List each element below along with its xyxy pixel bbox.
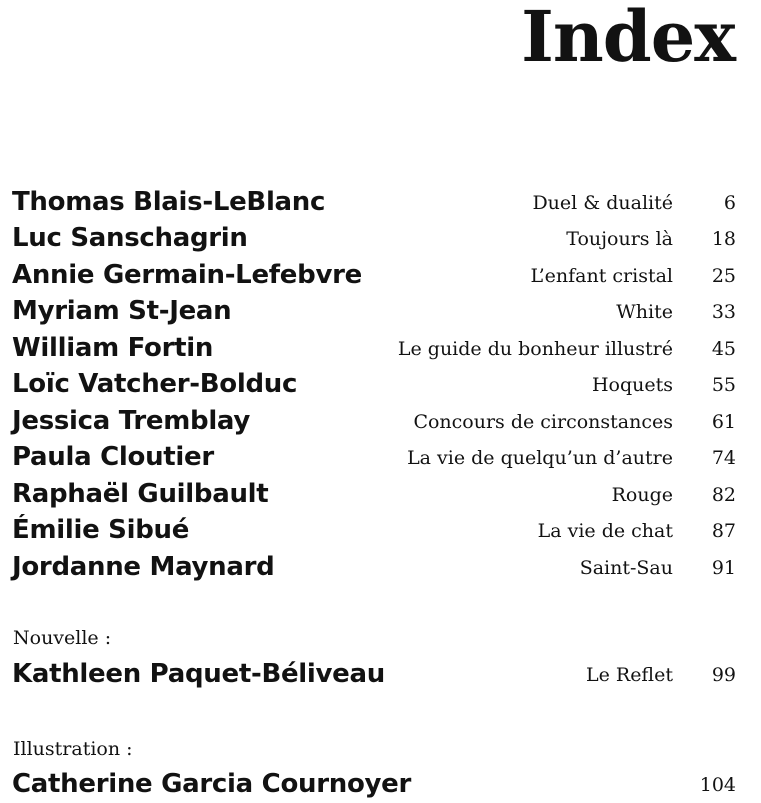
entry-page: 74 xyxy=(711,447,736,469)
index-entry-illustration xyxy=(0,767,761,803)
index-entry xyxy=(0,404,761,440)
entry-page: 104 xyxy=(699,774,736,796)
page-title: Index xyxy=(521,0,735,78)
index-entry xyxy=(0,294,761,330)
entry-author: Jordanne Maynard xyxy=(12,552,275,582)
entry-author: Raphaël Guilbault xyxy=(12,479,269,509)
entry-page: 99 xyxy=(711,664,736,686)
entry-author: Myriam St-Jean xyxy=(12,296,232,326)
index-entry xyxy=(0,221,761,257)
entry-author: Jessica Tremblay xyxy=(12,406,251,436)
entry-page: 82 xyxy=(711,484,736,506)
entry-page: 18 xyxy=(711,228,736,250)
entry-page: 45 xyxy=(711,338,736,360)
entry-page: 33 xyxy=(711,301,736,323)
index-entry xyxy=(0,331,761,367)
index-entry xyxy=(0,513,761,549)
entry-author: Thomas Blais-LeBlanc xyxy=(12,187,326,217)
entry-page: 87 xyxy=(711,520,736,542)
entry-work: Le Reflet xyxy=(585,664,673,686)
entry-author: Émilie Sibué xyxy=(12,515,190,545)
entry-work: La vie de chat xyxy=(537,520,673,542)
entry-work: Duel & dualité xyxy=(532,192,673,214)
entry-author: Luc Sanschagrin xyxy=(12,223,248,253)
section-label-nouvelle: Nouvelle : xyxy=(13,627,112,649)
index-entry xyxy=(0,367,761,403)
index-entry xyxy=(0,185,761,221)
entry-work: Rouge xyxy=(611,484,673,506)
entry-page: 6 xyxy=(723,192,736,214)
entry-author: Kathleen Paquet-Béliveau xyxy=(12,659,385,689)
entry-author: Annie Germain-Lefebvre xyxy=(12,260,362,290)
section-label-illustration: Illustration : xyxy=(13,738,133,760)
entry-author: Loïc Vatcher-Bolduc xyxy=(12,369,298,399)
entry-page: 91 xyxy=(711,557,736,579)
entry-author: Paula Cloutier xyxy=(12,442,214,472)
entry-work: Toujours là xyxy=(566,228,673,250)
entry-work: Le guide du bonheur illustré xyxy=(397,338,673,360)
entry-page: 55 xyxy=(711,374,736,396)
index-entry xyxy=(0,258,761,294)
index-entry xyxy=(0,477,761,513)
index-entry xyxy=(0,440,761,476)
entry-page: 25 xyxy=(711,265,736,287)
entry-work: Hoquets xyxy=(591,374,673,396)
entry-work: La vie de quelqu’un d’autre xyxy=(407,447,673,469)
entry-work: L’enfant cristal xyxy=(530,265,673,287)
entry-work: White xyxy=(616,301,673,323)
entry-page: 61 xyxy=(711,411,736,433)
index-entry-nouvelle xyxy=(0,657,761,693)
entry-author: William Fortin xyxy=(12,333,214,363)
entry-work: Concours de circonstances xyxy=(413,411,673,433)
entry-author: Catherine Garcia Cournoyer xyxy=(12,769,412,799)
index-entry xyxy=(0,550,761,586)
entry-work: Saint-Sau xyxy=(579,557,673,579)
